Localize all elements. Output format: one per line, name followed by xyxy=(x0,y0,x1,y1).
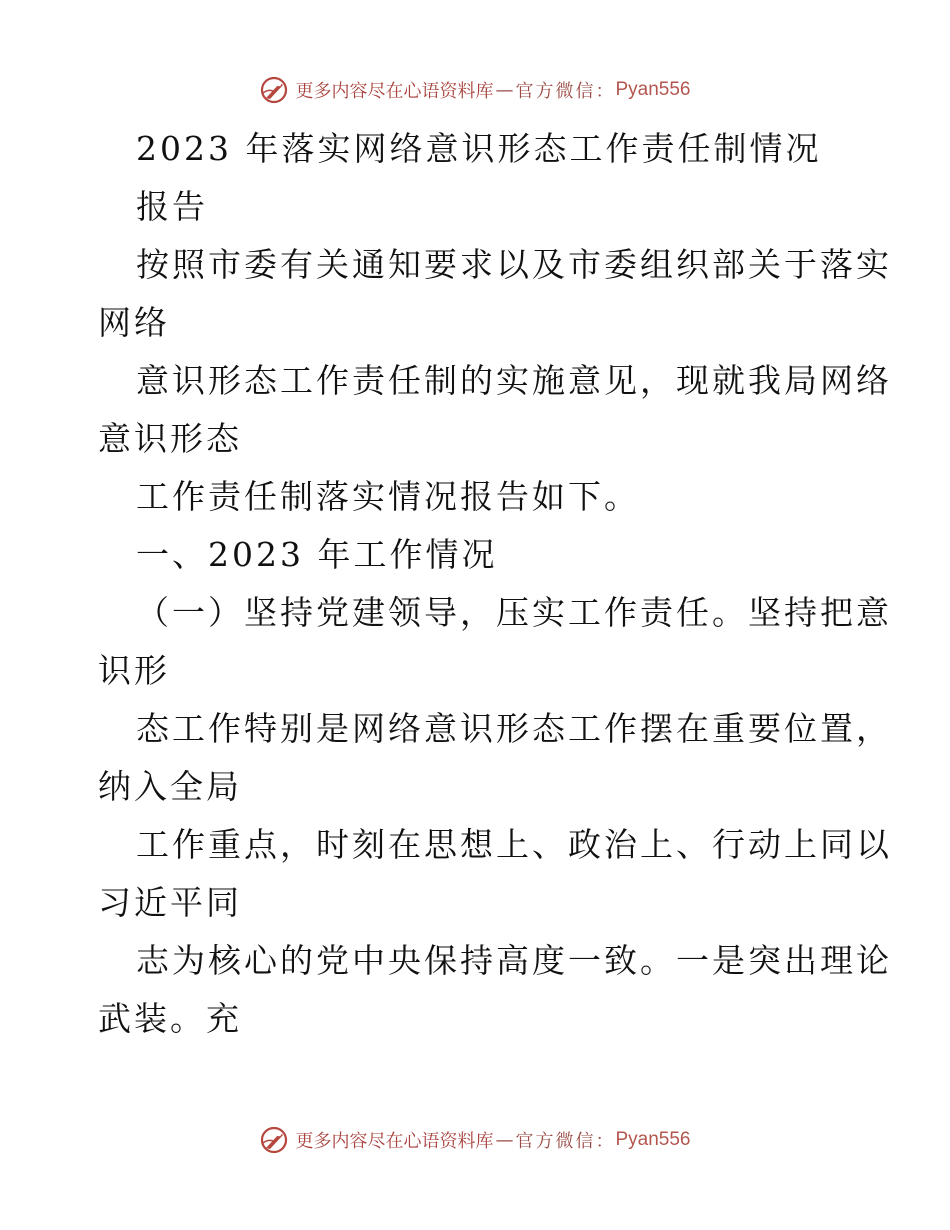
paragraph-line: 态工作特别是网络意识形态工作摆在重要位置， xyxy=(136,709,892,748)
paragraph-line-wrap: 武装。充 xyxy=(98,999,242,1038)
watermark-banner-bottom xyxy=(0,1120,950,1160)
paragraph-line-wrap: 网络 xyxy=(98,303,170,342)
doc-title-continued: 报告 xyxy=(136,187,208,226)
watermark-banner-top xyxy=(0,70,950,110)
quill-logo-icon xyxy=(259,1125,289,1155)
watermark-text: 更多内容尽在心语资料库 xyxy=(295,81,494,102)
wechat-handle: Pyan556 xyxy=(615,1129,691,1150)
wechat-label: 官方微信： xyxy=(515,81,616,102)
paragraph-line: 志为核心的党中央保持高度一致。一是突出理论 xyxy=(136,941,892,980)
quill-logo-icon xyxy=(259,75,289,105)
document-body xyxy=(98,120,892,1048)
watermark-separator: — xyxy=(495,1129,514,1151)
paragraph-line-wrap: 识形 xyxy=(98,651,170,690)
paragraph-line: 意识形态工作责任制的实施意见，现就我局网络 xyxy=(136,361,892,400)
section-heading: 一、2023 年工作情况 xyxy=(136,535,498,574)
wechat-label: 官方微信： xyxy=(515,1131,616,1152)
paragraph-line: 按照市委有关通知要求以及市委组织部关于落实 xyxy=(136,245,892,284)
watermark-text: 更多内容尽在心语资料库 xyxy=(295,1131,494,1152)
paragraph-line-wrap: 意识形态 xyxy=(98,419,242,458)
wechat-handle: Pyan556 xyxy=(615,79,691,100)
paragraph-line-wrap: 习近平同 xyxy=(98,883,242,922)
doc-title-line: 2023 年落实网络意识形态工作责任制情况 xyxy=(136,129,822,168)
paragraph-line: 工作重点，时刻在思想上、政治上、行动上同以 xyxy=(136,825,892,864)
paragraph-line: （一）坚持党建领导，压实工作责任。坚持把意 xyxy=(136,593,892,632)
paragraph-line: 工作责任制落实情况报告如下。 xyxy=(136,477,640,516)
paragraph-line-wrap: 纳入全局 xyxy=(98,767,242,806)
watermark-separator: — xyxy=(495,79,514,101)
